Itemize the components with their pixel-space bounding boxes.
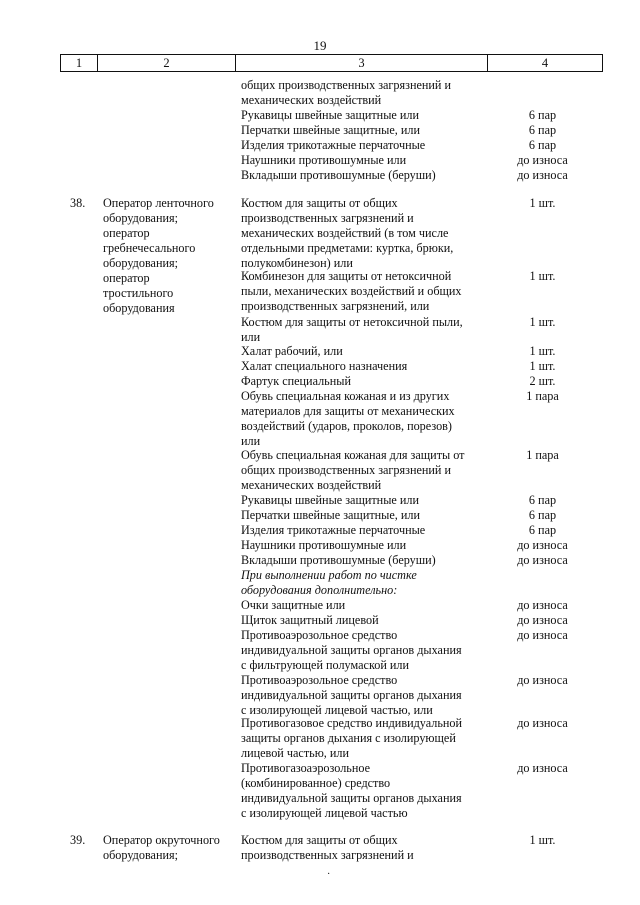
ppe-line: воздействий (ударов, проколов, порезов) (241, 419, 452, 433)
position-line: Оператор ленточного (103, 196, 214, 210)
ppe-line: Противоаэрозольное средство (241, 628, 398, 642)
norm-value: 6 пар (528, 123, 557, 137)
norm-value: 1 пара (526, 448, 559, 462)
ppe-line: Халат специального назначения (241, 359, 408, 373)
ppe-line: полукомбинезон) или (241, 256, 353, 270)
norm-value: 2 шт. (529, 374, 556, 388)
ppe-line: отдельными предметами: куртка, брюки, (241, 241, 454, 255)
position-line: Оператор окруточного (103, 833, 220, 847)
ppe-line: защиты органов дыхания с изолирующей (241, 731, 456, 745)
ppe-line: производственных загрязнений и (241, 848, 414, 862)
ppe-line: производственных загрязнений, или (241, 299, 430, 313)
ppe-line: Халат рабочий, или (241, 344, 343, 358)
position-line: оборудования (103, 301, 175, 315)
position-line: оборудования; (103, 211, 178, 225)
ppe-line: Костюм для защиты от нетоксичной пыли, (241, 315, 463, 329)
ppe-line: механических воздействий (в том числе (241, 226, 449, 240)
ppe-line: Вкладыши противошумные (беруши) (241, 553, 436, 567)
norm-value: до износа (517, 153, 568, 167)
norm-value: до износа (517, 553, 568, 567)
ppe-line: Наушники противошумные или (241, 538, 407, 552)
norm-value: до износа (517, 168, 568, 182)
ppe-line: механических воздействий (241, 478, 382, 492)
position-line: тростильного (103, 286, 174, 300)
norm-value: 6 пар (528, 523, 557, 537)
norm-value: до износа (517, 613, 568, 627)
ppe-line: пыли, механических воздействий и общих (241, 284, 462, 298)
table-header (60, 54, 603, 72)
ppe-line: или (241, 330, 261, 344)
ppe-line: индивидуальной защиты органов дыхания (241, 791, 462, 805)
page-number: 19 (313, 38, 327, 53)
ppe-line: Очки защитные или (241, 598, 346, 612)
position-line: оператор (103, 226, 150, 240)
norm-value: 1 пара (526, 389, 559, 403)
ppe-line: Противогазовое средство индивидуальной (241, 716, 463, 730)
ppe-line: производственных загрязнений и (241, 211, 414, 225)
norm-value: до износа (517, 628, 568, 642)
ppe-line: Рукавицы швейные защитные или (241, 493, 419, 507)
ppe-line: Изделия трикотажные перчаточные (241, 523, 426, 537)
norm-value: 6 пар (528, 508, 557, 522)
ppe-line: Фартук специальный (241, 374, 351, 388)
ppe-line: Щиток защитный лицевой (241, 613, 379, 627)
ppe-line: Обувь специальная кожаная для защиты от (241, 448, 465, 462)
ppe-line: Противогазоаэрозольное (241, 761, 371, 775)
ppe-line: (комбинированное) средство (241, 776, 391, 790)
ppe-line: Изделия трикотажные перчаточные (241, 138, 426, 152)
header-col-2: 2 (163, 56, 170, 70)
position-line: оборудования; (103, 848, 178, 862)
norm-value: 6 пар (528, 493, 557, 507)
norm-value: 6 пар (528, 138, 557, 152)
ppe-line: Костюм для защиты от общих (241, 833, 398, 847)
ppe-line: материалов для защиты от механических (241, 404, 455, 418)
header-col-3: 3 (358, 56, 365, 70)
norm-value: до износа (517, 673, 568, 687)
norm-value: 1 шт. (529, 315, 556, 329)
norm-value: до износа (517, 716, 568, 730)
norm-value: до износа (517, 598, 568, 612)
ppe-line: механических воздействий (241, 93, 382, 107)
norm-value: до износа (517, 538, 568, 552)
norm-value: 1 шт. (529, 359, 556, 373)
ppe-line: лицевой частью, или (241, 746, 350, 760)
ppe-line: или (241, 434, 261, 448)
ppe-line: Перчатки швейные защитные, или (241, 508, 421, 522)
header-col-1: 1 (75, 56, 83, 70)
ppe-line: Вкладыши противошумные (беруши) (241, 168, 436, 182)
ppe-line: индивидуальной защиты органов дыхания (241, 643, 462, 657)
ppe-line: Костюм для защиты от общих (241, 196, 398, 210)
position-line: гребнечесального (103, 241, 196, 255)
ppe-line: Рукавицы швейные защитные или (241, 108, 419, 122)
ppe-line: с фильтрующей полумаской или (241, 658, 410, 672)
ppe-subheading: При выполнении работ по чистке (241, 568, 417, 582)
header-col-4: 4 (541, 56, 549, 70)
norm-value: 1 шт. (529, 269, 556, 283)
ppe-line: Перчатки швейные защитные, или (241, 123, 421, 137)
ppe-line: общих производственных загрязнений и (241, 463, 452, 477)
ppe-line: с изолирующей лицевой частью, или (241, 703, 433, 717)
ppe-line: с изолирующей лицевой частью (241, 806, 408, 820)
position-line: оператор (103, 271, 150, 285)
norm-value: 1 шт. (529, 344, 556, 358)
norm-value: до износа (517, 761, 568, 775)
ppe-line: Наушники противошумные или (241, 153, 407, 167)
ppe-subheading: оборудования дополнительно: (241, 583, 398, 597)
ppe-line: Обувь специальная кожаная и из других (241, 389, 450, 403)
norm-value: 6 пар (528, 108, 557, 122)
row-number: 38. (70, 196, 86, 210)
scan-speck: · (327, 869, 331, 880)
ppe-line: общих производственных загрязнений и (241, 78, 452, 92)
row-number: 39. (70, 833, 86, 847)
ppe-line: индивидуальной защиты органов дыхания (241, 688, 462, 702)
ppe-line: Противоаэрозольное средство (241, 673, 398, 687)
norm-value: 1 шт. (529, 196, 556, 210)
ppe-line: Комбинезон для защиты от нетоксичной (241, 269, 452, 283)
norm-value: 1 шт. (529, 833, 556, 847)
position-line: оборудования; (103, 256, 178, 270)
